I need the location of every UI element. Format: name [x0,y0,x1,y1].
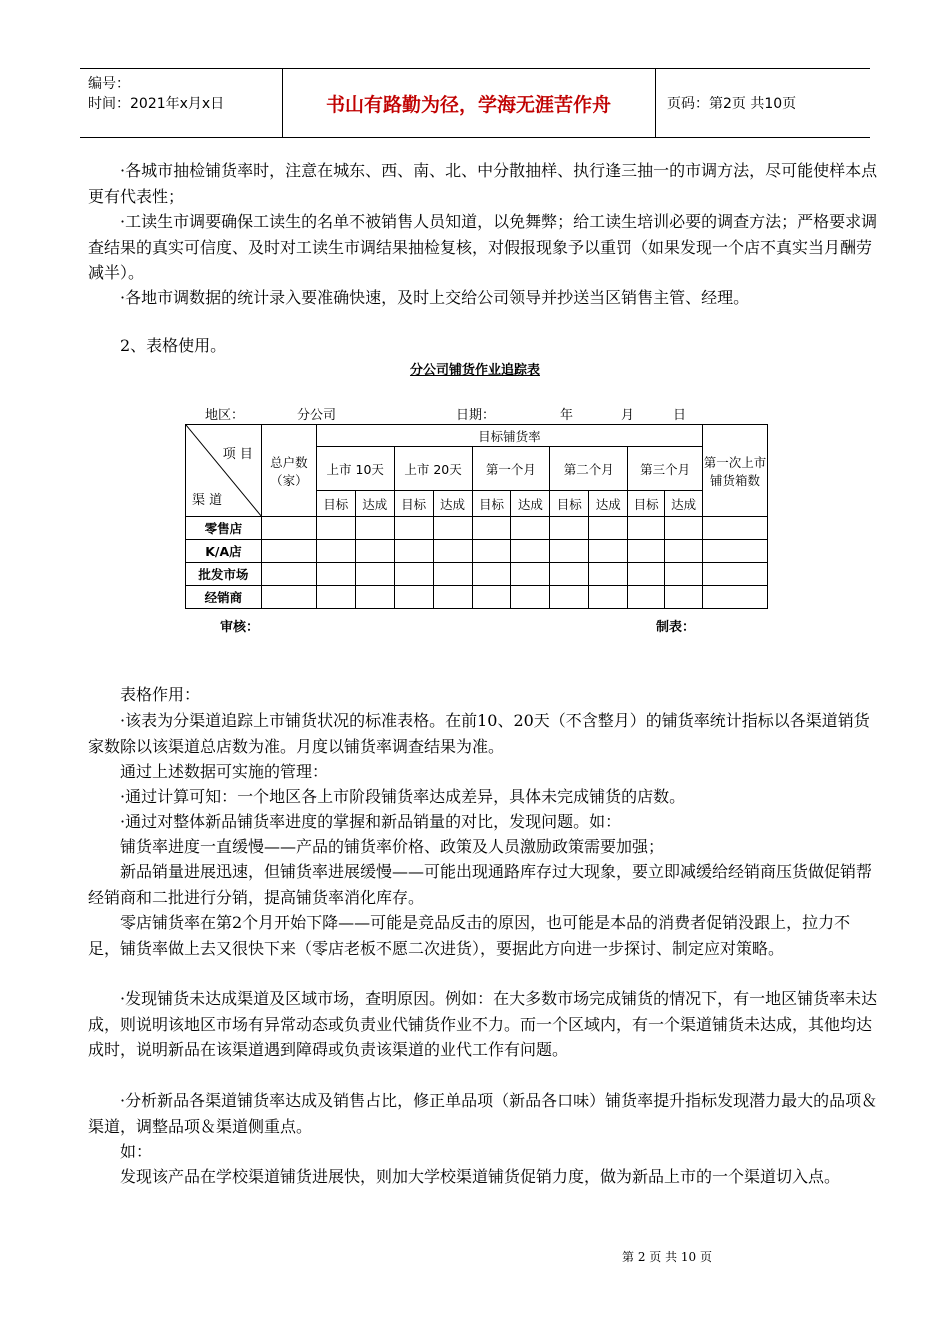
meta-month: 月 [621,408,635,423]
achieved-subheader: 达成 [433,491,472,517]
table-cell[interactable] [261,563,316,586]
table-cell[interactable] [665,563,703,586]
maker-label: 制表： [656,620,696,635]
table-cell[interactable] [703,586,768,609]
body-heading: 表格作用： [120,685,201,704]
achieved-subheader: 达成 [355,491,394,517]
table-cell[interactable] [355,586,394,609]
page-header [80,68,870,138]
table-cell[interactable] [355,540,394,563]
period-header: 上市 10天 [316,447,394,491]
table-cell[interactable] [394,563,433,586]
table-cell[interactable] [665,540,703,563]
table-cell[interactable] [261,517,316,540]
target-rate-header: 目标铺货率 [316,425,702,447]
channel-label: 批发市场 [186,563,262,586]
period-header: 第一个月 [472,447,550,491]
table-cell[interactable] [511,586,550,609]
target-subheader: 目标 [628,491,665,517]
header-page-label: 页码：第2页 共10页 [667,96,797,112]
table-title: 分公司铺货作业追踪表 [409,363,540,378]
achieved-subheader: 达成 [589,491,628,517]
body-paragraph: ·分析新品各渠道铺货率达成及销售占比，修正单品项（新品各口味）铺货率提升指标发现潜力最大的品项＆渠道，调整品项＆渠道侧重点。 [88,1091,878,1136]
channel-label: K/A店 [186,540,262,563]
first-cases-header: 第一次上市铺货箱数 [703,425,768,517]
table-cell[interactable] [472,563,511,586]
table-cell[interactable] [355,517,394,540]
table-cell[interactable] [316,586,355,609]
table-row [186,586,768,609]
diagonal-corner-cell [186,425,262,517]
table-cell[interactable] [628,517,665,540]
table-row [186,563,768,586]
doc-time-label: 时间：2021年x月x日 [88,96,225,112]
table-cell[interactable] [394,540,433,563]
channel-label: 经销商 [186,586,262,609]
table-cell[interactable] [433,517,472,540]
table-cell[interactable] [261,540,316,563]
page-footer: 第 2 页 共 10 页 [622,1250,712,1264]
table-cell[interactable] [628,586,665,609]
meta-region: 地区： [205,408,245,423]
table-cell[interactable] [589,563,628,586]
body-paragraph: 如： [120,1142,153,1161]
corner-channel-label: 渠 道 [192,493,223,508]
table-cell[interactable] [550,586,589,609]
body-paragraph: ·该表为分渠道追踪上市铺货状况的标准表格。在前10、20天（不含整月）的铺货率统计指标以各渠道销货家数除以该渠道总店数为准。月度以铺货率调查结果为准。 [88,711,870,756]
body-paragraph: 发现该产品在学校渠道铺货进展快，则加大学校渠道铺货促销力度，做为新品上市的一个渠道切入点。 [120,1167,841,1186]
table-cell[interactable] [703,517,768,540]
table-cell[interactable] [394,586,433,609]
distribution-tracking-table [185,424,768,609]
table-cell[interactable] [589,540,628,563]
meta-year: 年 [560,408,574,423]
table-cell[interactable] [355,563,394,586]
achieved-subheader: 达成 [665,491,703,517]
table-row [186,517,768,540]
table-cell[interactable] [511,540,550,563]
table-cell[interactable] [433,563,472,586]
body-paragraph: ·通过对整体新品铺货率进度的掌握和新品销量的对比，发现问题。如： [120,812,622,831]
meta-branch: 分公司 [297,408,337,423]
intro-paragraph-1: ·各城市抽检铺货率时，注意在城东、西、南、北、中分散抽样、执行逢三抽一的市调方法，尽可能使样本点更有代表性； [88,161,878,206]
total-households-header: 总户数（家） [261,425,316,517]
table-cell[interactable] [550,563,589,586]
target-subheader: 目标 [316,491,355,517]
period-header: 第三个月 [628,447,703,491]
table-cell[interactable] [433,586,472,609]
intro-paragraph-2: ·工读生市调要确保工读生的名单不被销售人员知道，以免舞弊；给工读生培训必要的调查方法；严格要求调查结果的真实可信度、及时对工读生市调结果抽检复核，对假报现象予以重罚（如果发现一个店不真实当月酬劳减半）。 [88,212,878,282]
table-cell[interactable] [665,586,703,609]
table-cell[interactable] [472,517,511,540]
table-cell[interactable] [550,540,589,563]
table-cell[interactable] [589,517,628,540]
table-cell[interactable] [628,563,665,586]
target-subheader: 目标 [472,491,511,517]
table-cell[interactable] [589,586,628,609]
table-cell[interactable] [665,517,703,540]
target-subheader: 目标 [550,491,589,517]
table-cell[interactable] [703,563,768,586]
body-paragraph: ·通过计算可知：一个地区各上市阶段铺货率达成差异，具体未完成铺货的店数。 [120,787,686,806]
meta-date: 日期： [456,408,496,423]
table-cell[interactable] [550,517,589,540]
table-cell[interactable] [316,517,355,540]
header-left-cell [80,69,283,137]
table-cell[interactable] [433,540,472,563]
table-cell[interactable] [628,540,665,563]
table-cell[interactable] [261,586,316,609]
channel-label: 零售店 [186,517,262,540]
body-paragraph: ·发现铺货未达成渠道及区域市场，查明原因。例如：在大多数市场完成铺货的情况下，有一地区铺货率未达成，则说明该地区市场有异常动态或负责业代铺货作业不力。而一个区域内，有一个渠道铺货未达成，其他均达成时，说明新品在该渠道遇到障碍或负责该渠道的业代工作有问题。 [88,989,878,1059]
period-header: 第二个月 [550,447,628,491]
body-paragraph: 通过上述数据可实施的管理： [120,762,329,781]
intro-paragraph-3: ·各地市调数据的统计录入要准确快速，及时上交给公司领导并抄送当区销售主管、经理。 [120,288,750,307]
achieved-subheader: 达成 [511,491,550,517]
meta-day: 日 [673,408,687,423]
table-cell[interactable] [316,540,355,563]
header-motto: 书山有路勤为径，学海无涯苦作舟 [282,69,656,137]
table-row [186,540,768,563]
corner-item-label: 项 目 [222,447,253,462]
table-cell[interactable] [472,540,511,563]
doc-number-label: 编号： [88,76,130,92]
body-paragraph: 新品销量进展迅速，但铺货率进展缓慢——可能出现通路库存过大现象，要立即减缓给经销商压货做促销帮经销商和二批进行分销，提高铺货率消化库存。 [88,862,873,907]
section-heading: 2、表格使用。 [120,336,227,355]
table-cell[interactable] [511,517,550,540]
table-cell[interactable] [472,586,511,609]
body-paragraph: 零店铺货率在第2个月开始下降——可能是竞品反击的原因，也可能是本品的消费者促销没跟上，拉力不足，铺货率做上去又很快下来（零店老板不愿二次进货），要据此方向进一步探讨、制定应对策略。 [88,913,851,958]
table-cell[interactable] [394,517,433,540]
body-paragraph: 铺货率进度一直缓慢——产品的铺货率价格、政策及人员激励政策需要加强； [120,837,665,856]
period-header: 上市 20天 [394,447,472,491]
reviewer-label: 审核： [220,620,260,635]
table-cell[interactable] [316,563,355,586]
table-cell[interactable] [511,563,550,586]
table-cell[interactable] [703,540,768,563]
target-subheader: 目标 [394,491,433,517]
